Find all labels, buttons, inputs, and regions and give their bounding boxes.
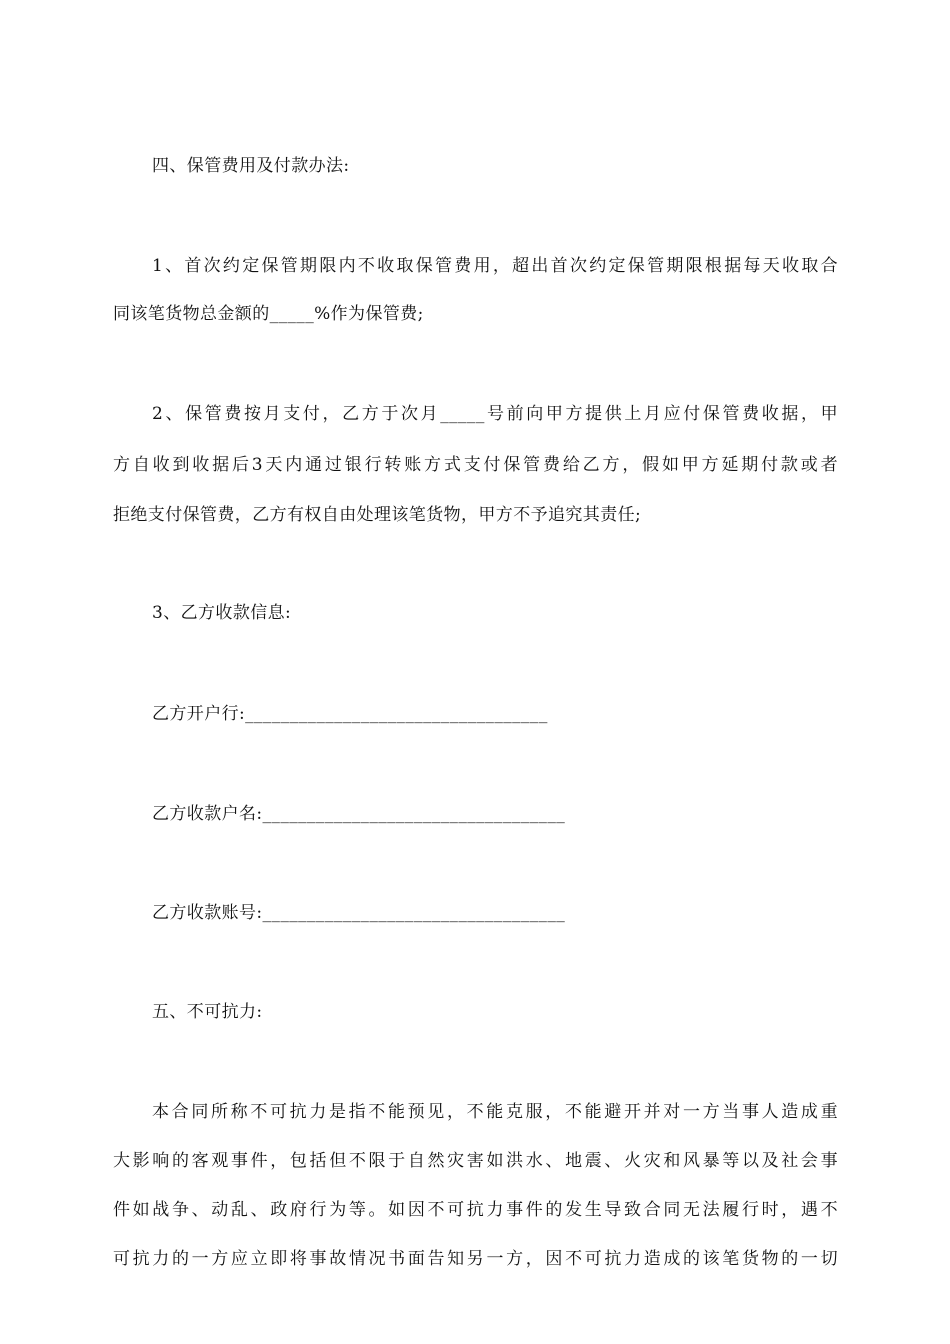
item-3-heading: 3、乙方收款信息: <box>152 603 292 623</box>
item-2-line-1: 2、保管费按月支付，乙方于次月_____号前向甲方提供上月应付保管费收据，甲 <box>152 404 838 424</box>
section-5-heading: 五、不可抗力: <box>152 1002 263 1022</box>
section-5-line-1: 本合同所称不可抗力是指不能预见，不能克服，不能避开并对一方当事人造成重 <box>152 1102 838 1122</box>
item-1-line-1: 1、首次约定保管期限内不收取保管费用，超出首次约定保管期限根据每天收取合 <box>152 256 838 276</box>
section-5-line-4: 可抗力的一方应立即将事故情况书面告知另一方，因不可抗力造成的该笔货物的一切 <box>113 1249 838 1269</box>
section-5-line-3: 件如战争、动乱、政府行为等。如因不可抗力事件的发生导致合同无法履行时，遇不 <box>113 1200 838 1220</box>
item-2-line-3: 拒绝支付保管费，乙方有权自由处理该笔货物，甲方不予追究其责任; <box>113 505 642 525</box>
account-name-field: 乙方收款户名:__________________________________ <box>152 804 566 824</box>
bank-field: 乙方开户行:__________________________________ <box>152 704 548 724</box>
section-4-heading: 四、保管费用及付款办法: <box>152 156 350 176</box>
section-5-line-2: 大影响的客观事件，包括但不限于自然灾害如洪水、地震、火灾和风暴等以及社会事 <box>113 1151 838 1171</box>
item-1-line-2: 同该笔货物总金额的_____%作为保管费; <box>113 304 424 324</box>
item-2-line-2: 方自收到收据后3天内通过银行转账方式支付保管费给乙方，假如甲方延期付款或者 <box>113 455 838 475</box>
account-number-field: 乙方收款账号:__________________________________ <box>152 903 566 923</box>
